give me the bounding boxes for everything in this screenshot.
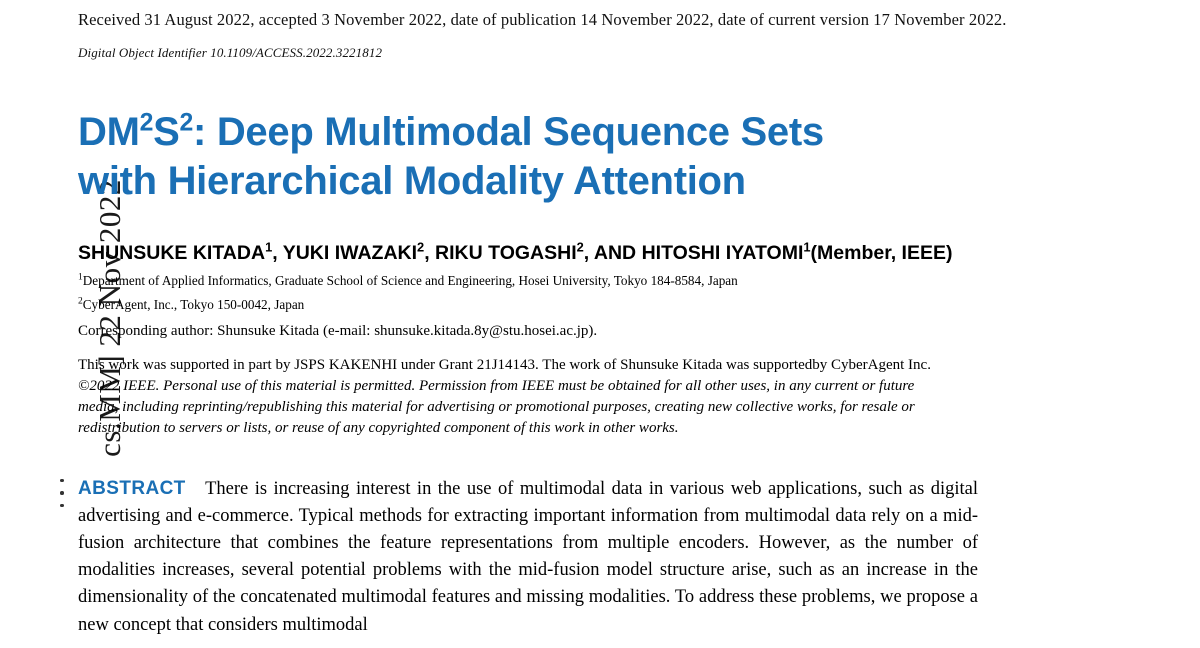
author-3-affil-marker: 2 bbox=[576, 239, 584, 255]
author-2-affil-marker: 2 bbox=[417, 239, 425, 255]
author-1-affil-marker: 1 bbox=[265, 239, 273, 255]
title-token-dm: DM bbox=[78, 110, 140, 154]
affiliation-2 bbox=[78, 296, 1200, 314]
arxiv-stamp-text: cs.MM] 22 Nov 2022 bbox=[92, 179, 127, 457]
author-4-affil-marker: 1 bbox=[803, 239, 811, 255]
author-sep-1: , bbox=[272, 241, 283, 264]
affiliation-1-marker: 1 bbox=[78, 272, 83, 283]
doi-value: 10.1109/ACCESS.2022.3221812 bbox=[210, 45, 383, 60]
affiliation-2-text: CyberAgent, Inc., Tokyo 150-0042, Japan bbox=[82, 296, 305, 312]
title-line-1 bbox=[78, 110, 824, 154]
title-line-2: with Hierarchical Modality Attention bbox=[78, 158, 746, 203]
affiliation-1 bbox=[78, 272, 1200, 290]
corresponding-author-line: Corresponding author: Shunsuke Kitada (e-mail: shunsuke.kitada.8y@stu.hosei.ac.jp). bbox=[78, 322, 598, 339]
doi-label: Digital Object Identifier bbox=[78, 45, 207, 60]
title-superscript-2: 2 bbox=[179, 109, 193, 137]
abstract-paragraph bbox=[78, 475, 978, 639]
author-list bbox=[78, 240, 958, 266]
title-token-s: S bbox=[153, 110, 180, 154]
affiliation-1-text: Department of Applied Informatics, Graduate School of Science and Engineering, Hosei University, Tokyo 184-8584, Japan bbox=[82, 272, 738, 288]
abstract-dot-marker-icon bbox=[60, 479, 64, 517]
affiliation-2-marker: 2 bbox=[78, 296, 83, 307]
abstract-label: ABSTRACT bbox=[78, 477, 186, 499]
publication-dates-line: Received 31 August 2022, accepted 3 November 2022, date of publication 14 November 2022, date of current version 17 November 2022. bbox=[78, 10, 1007, 29]
title-rest-line-1: : Deep Multimodal Sequence Sets bbox=[193, 110, 824, 154]
page-title bbox=[78, 108, 1200, 206]
paper-page bbox=[78, 0, 1200, 648]
author-2: YUKI IWAZAKI bbox=[282, 241, 418, 264]
doi-line bbox=[78, 45, 1200, 61]
funding-and-copyright-note bbox=[78, 355, 958, 440]
copyright-text: ©2022 IEEE. Personal use of this material is permitted. Permission from IEEE must be obtained for all other uses, in any current or future media, including reprinting/republishing this material for advertising or promotional purposes, creating new collective works, for resale or redistribution to servers or lists, or reuse of any copyrighted component of this work in other works. bbox=[78, 377, 915, 437]
author-sep-2: , bbox=[424, 241, 436, 264]
author-4: HITOSHI IYATOMI bbox=[641, 241, 804, 264]
abstract-section bbox=[78, 475, 978, 639]
author-4-membership: (Member, IEEE) bbox=[810, 241, 953, 264]
title-superscript-1: 2 bbox=[139, 109, 154, 137]
funding-text: This work was supported in part by JSPS KAKENHI under Grant 21J14143. The work of Shunsuke Kitada was supportedby CyberAgent Inc. bbox=[78, 356, 931, 373]
abstract-body: There is increasing interest in the use of multimodal data in various web applications, such as digital advertising and e-commerce. Typical methods for extracting important information from multimodal data rely on a mid-fusion architecture that combines the feature representations from multiple encoders. However, as the number of modalities increases, several potential problems with the mid-fusion model structure arise, such as an increase in the dimensionality of the concatenated multimodal features and missing modalities. To address these problems, we propose a new concept that considers multimodal bbox=[78, 478, 979, 635]
author-3: RIKU TOGASHI bbox=[435, 241, 577, 264]
author-sep-3: , AND bbox=[583, 241, 642, 264]
author-1: SHUNSUKE KITADA bbox=[78, 241, 266, 264]
